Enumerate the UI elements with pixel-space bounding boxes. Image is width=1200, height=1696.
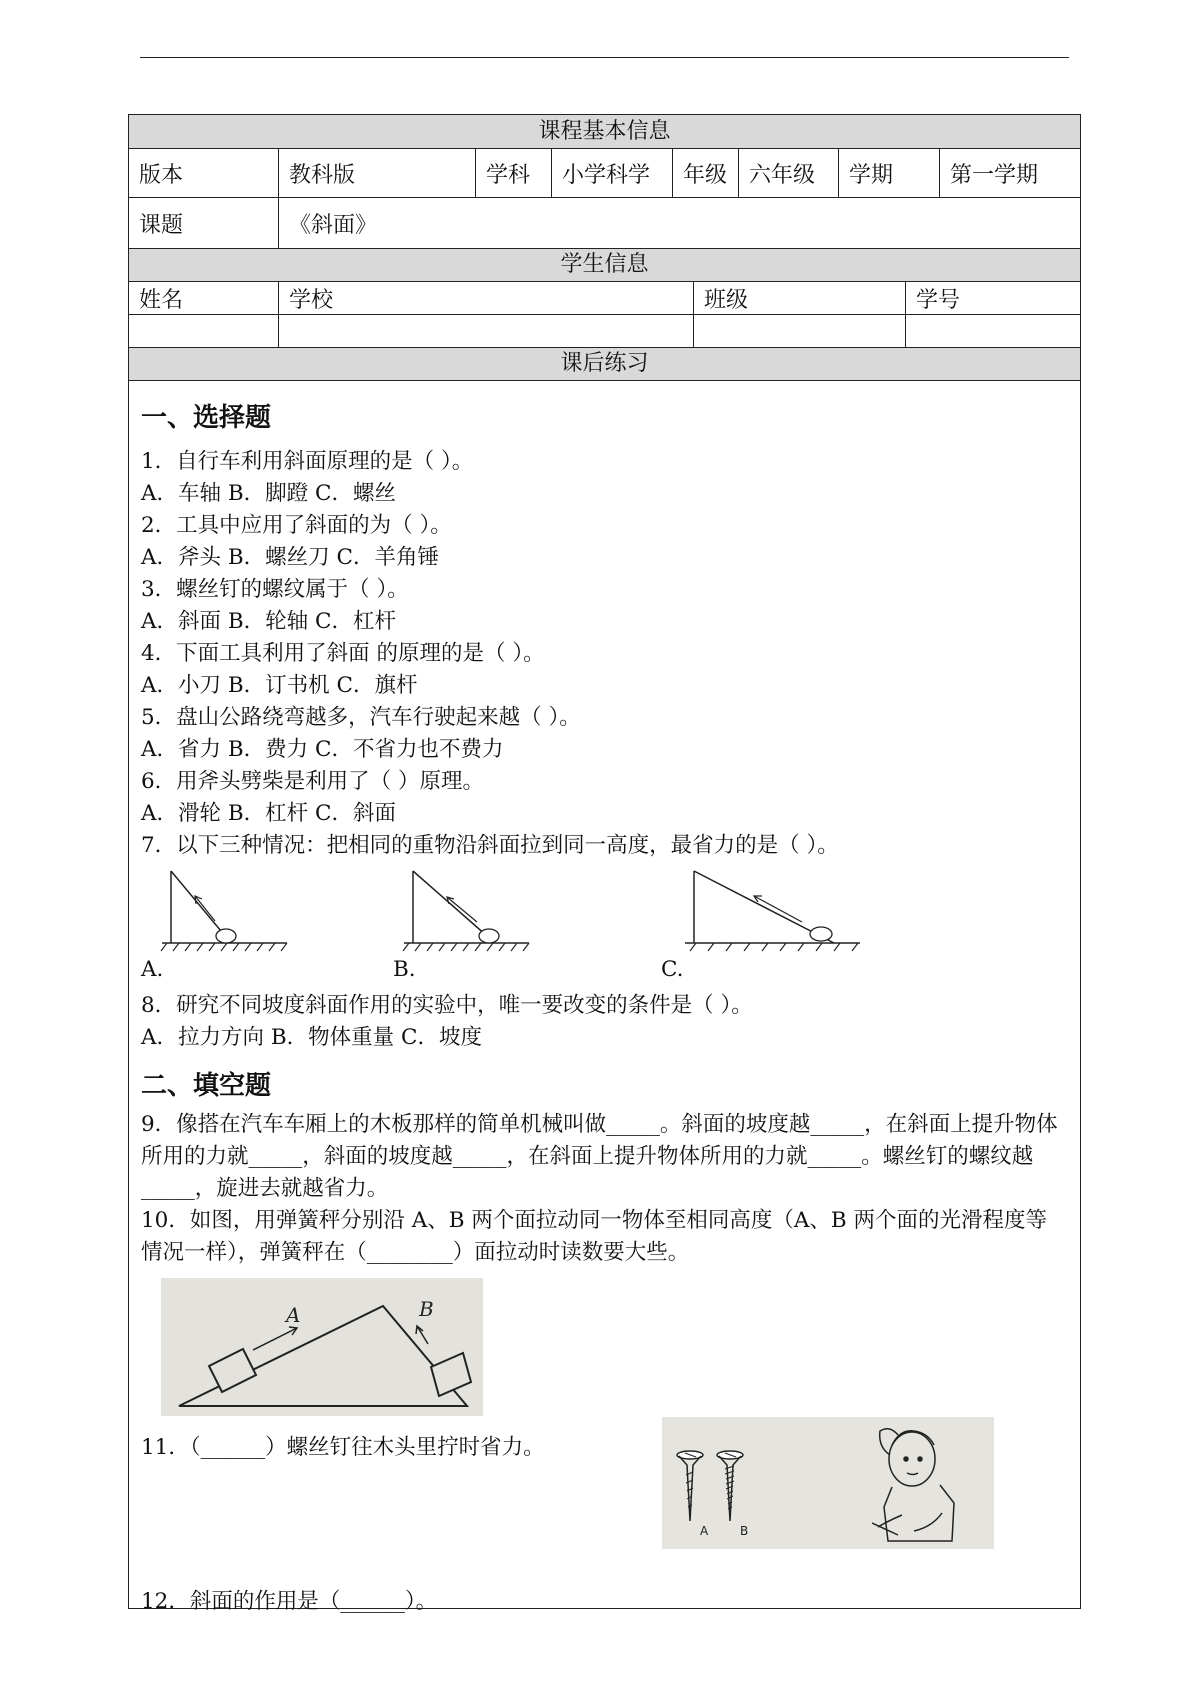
incline-figure-a bbox=[159, 867, 289, 953]
question-10: 10．如图，用弹簧秤分别沿 A、B 两个面拉动同一物体至相同高度（A、B 两个面的光滑程度等情况一样），弹簧秤在（________）面拉动时读数要大些。 bbox=[141, 1208, 1048, 1265]
mc-line: A．拉力方向 B．物体重量 C．坡度 bbox=[141, 1025, 482, 1050]
course-info-title: 课程基本信息 bbox=[538, 119, 671, 144]
mc-line: A．车轴 B．脚蹬 C．螺丝 bbox=[141, 481, 396, 506]
mc-line: A．滑轮 B．杠杆 C．斜面 bbox=[141, 801, 396, 826]
topic-label: 课题 bbox=[129, 198, 279, 248]
mc-line: 2．工具中应用了斜面的为（ ）。 bbox=[141, 513, 452, 538]
q7-option-a-label: A. bbox=[141, 957, 164, 982]
section-multiple-choice-title: 一、选择题 bbox=[141, 403, 272, 433]
grade-value: 六年级 bbox=[739, 149, 839, 197]
screw-a-label: A bbox=[700, 1524, 709, 1538]
mc-line: A．省力 B．费力 C．不省力也不费力 bbox=[141, 737, 504, 762]
student-name-label: 姓名 bbox=[129, 282, 279, 314]
incline-a-label: A bbox=[286, 1303, 301, 1327]
mc-line: A．小刀 B．订书机 C．旗杆 bbox=[141, 673, 418, 698]
student-class-label: 班级 bbox=[694, 282, 906, 314]
mc-line: 6．用斧头劈柴是利用了（ ）原理。 bbox=[141, 769, 485, 794]
worksheet-table bbox=[128, 114, 1081, 1614]
term-label: 学期 bbox=[839, 149, 940, 197]
subject-label: 学科 bbox=[476, 149, 552, 197]
student-info-title: 学生信息 bbox=[560, 252, 649, 277]
student-number-label: 学号 bbox=[916, 287, 961, 313]
mc-line: 8．研究不同坡度斜面作用的实验中，唯一要改变的条件是（ ）。 bbox=[141, 993, 753, 1018]
incline-figure-b bbox=[401, 867, 531, 953]
student-school-label: 学校 bbox=[279, 282, 694, 314]
student-info-header bbox=[129, 249, 1080, 282]
section-fill-blank-title: 二、填空题 bbox=[141, 1071, 272, 1101]
practice-header bbox=[129, 348, 1080, 381]
student-class-field[interactable] bbox=[694, 315, 906, 347]
course-info-header bbox=[129, 115, 1080, 149]
question-12: 12．斜面的作用是（______）。 bbox=[141, 1589, 438, 1614]
topic-value: 《斜面》 bbox=[289, 212, 378, 238]
q7-option-c-label: C. bbox=[661, 957, 684, 982]
mc-line: 3．螺丝钉的螺纹属于（ ）。 bbox=[141, 577, 409, 602]
page-top-rule bbox=[140, 57, 1069, 58]
mc-line: 7．以下三种情况：把相同的重物沿斜面拉到同一高度，最省力的是（ ）。 bbox=[141, 833, 839, 858]
term-value: 第一学期 bbox=[950, 162, 1039, 188]
mc-line: 4．下面工具利用了斜面 的原理的是（ ）。 bbox=[141, 641, 545, 666]
student-school-field[interactable] bbox=[279, 315, 694, 347]
screws-figure bbox=[662, 1417, 994, 1549]
student-name-field[interactable] bbox=[129, 315, 279, 347]
screw-b-label: B bbox=[740, 1524, 749, 1538]
incline-b-label: B bbox=[419, 1297, 434, 1321]
mc-line: A．斧头 B．螺丝刀 C．羊角锤 bbox=[141, 545, 439, 570]
mc-line: A．斜面 B．轮轴 C．杠杆 bbox=[141, 609, 396, 634]
student-number-field[interactable] bbox=[906, 315, 1079, 347]
topic-row bbox=[129, 198, 1080, 249]
incline-ab-figure bbox=[161, 1278, 483, 1416]
practice-title: 课后练习 bbox=[560, 351, 649, 376]
mc-line: 1．自行车利用斜面原理的是（ ）。 bbox=[141, 449, 474, 474]
mc-line: 5．盘山公路绕弯越多，汽车行驶起来越（ ）。 bbox=[141, 705, 581, 730]
q7-option-b-label: B. bbox=[393, 957, 416, 982]
incline-figure-c bbox=[682, 867, 862, 953]
question-11: 11．（______）螺丝钉往木头里拧时省力。 bbox=[141, 1435, 545, 1460]
grade-label: 年级 bbox=[673, 149, 739, 197]
student-info-values-row bbox=[129, 315, 1080, 348]
subject-value: 小学科学 bbox=[552, 149, 673, 197]
question-9: 9．像搭在汽车车厢上的木板那样的简单机械叫做_____。斜面的坡度越_____，在斜面上提升物体所用的力就_____，斜面的坡度越_____，在斜面上提升物体所用的力就_____。螺丝钉的螺纹越_____，旋进去就越省力。 bbox=[141, 1112, 1058, 1201]
student-info-labels-row bbox=[129, 282, 1080, 315]
course-info-row bbox=[129, 149, 1080, 198]
edition-label: 版本 bbox=[129, 149, 279, 197]
edition-value: 教科版 bbox=[279, 149, 476, 197]
